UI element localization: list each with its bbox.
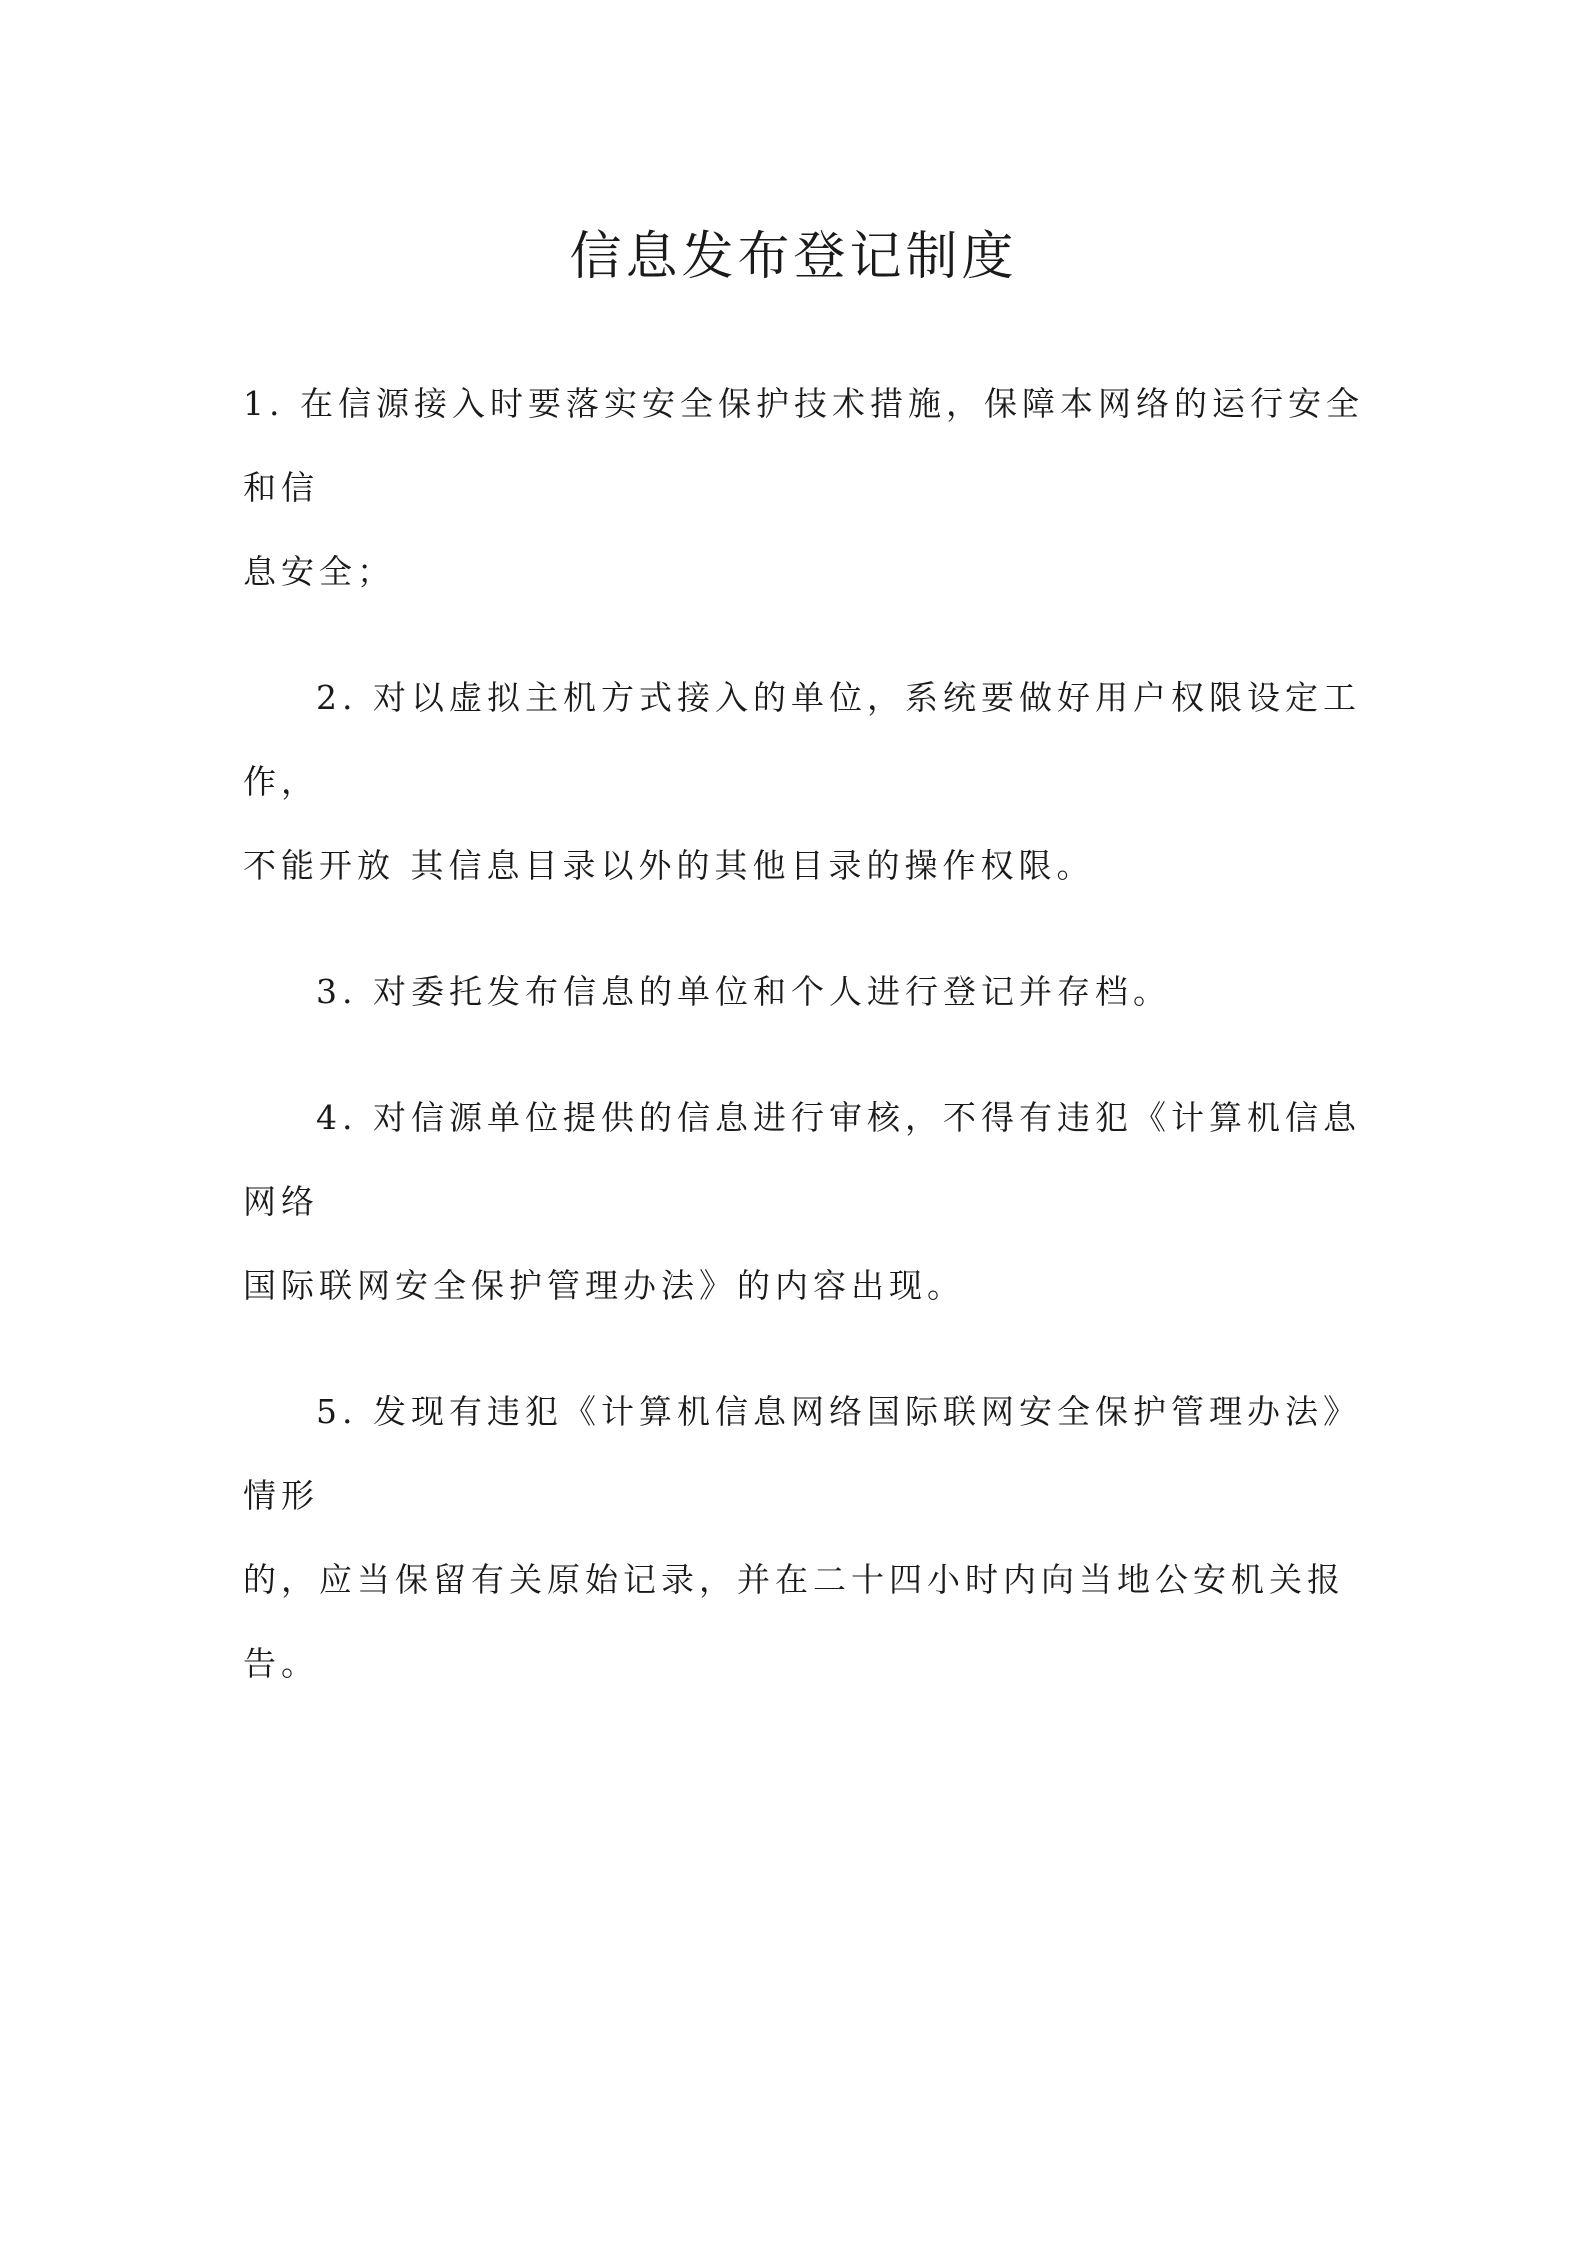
paragraph-4-line-1: 4. 对信源单位提供的信息进行审核，不得有违犯《计算机信息 — [316, 1098, 1361, 1137]
paragraph-1-line-3: 息安全； — [243, 552, 395, 591]
paragraph-5-line-3: 的，应当保留有关原始记录，并在二十四小时内向当地公安机关报 — [243, 1560, 1345, 1599]
paragraph-1-line-2: 和信 — [243, 468, 319, 507]
paragraph-2-line-1: 2. 对以虚拟主机方式接入的单位，系统要做好用户权限设定工 — [316, 678, 1361, 717]
paragraph-4-line-2: 网络 — [243, 1182, 319, 1221]
paragraph-3-line-1: 3. 对委托发布信息的单位和个人进行登记并存档。 — [316, 972, 1171, 1011]
paragraph-2-line-3: 不能开放 其信息目录以外的其他目录的操作权限。 — [243, 846, 1095, 885]
paragraph-5-line-1: 5. 发现有违犯《计算机信息网络国际联网安全保护管理办法》 — [316, 1392, 1361, 1431]
document-title: 信息发布登记制度 — [569, 227, 1018, 287]
paragraph-1-line-1: 1. 在信源接入时要落实安全保护技术措施，保障本网络的运行安全 — [243, 384, 1364, 423]
paragraph-4-line-3: 国际联网安全保护管理办法》的内容出现。 — [243, 1266, 965, 1305]
paragraph-5-line-4: 告。 — [243, 1644, 319, 1683]
paragraph-2-line-2: 作， — [243, 762, 319, 801]
paragraph-5-line-2: 情形 — [243, 1476, 319, 1515]
